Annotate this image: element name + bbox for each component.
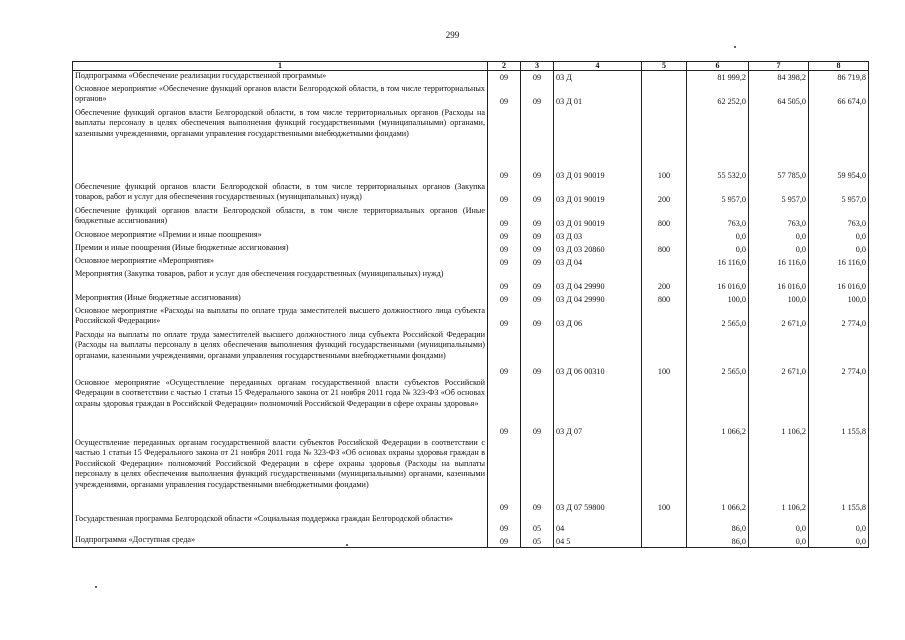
row-description: Обеспечение функций органов власти Белгородской области, в том числе территориальных органов (Иные бюджетные ассигнования): [73, 206, 488, 230]
row-amount-year-2: 84 398,2: [749, 71, 809, 84]
header-col-6: 6: [687, 62, 749, 71]
row-amount-year-2: 2 671,0: [749, 330, 809, 378]
row-code-subsection: 09: [521, 182, 554, 206]
row-expense-type: 800: [642, 243, 687, 256]
row-amount-year-2: 5 957,0: [749, 182, 809, 206]
header-col-2: 2: [488, 62, 521, 71]
row-code-subsection: 09: [521, 71, 554, 84]
row-expense-type: 100: [642, 438, 687, 514]
row-amount-year-3: 16 116,0: [809, 256, 869, 269]
row-description: Государственная программа Белгородской области «Социальная поддержка граждан Белгородской области»: [73, 514, 488, 535]
row-code-section: 09: [488, 206, 521, 230]
row-amount-year-3: 0,0: [809, 230, 869, 243]
row-amount-year-1: 763,0: [687, 206, 749, 230]
row-amount-year-2: 100,0: [749, 293, 809, 306]
row-amount-year-2: 57 785,0: [749, 108, 809, 182]
table-row: [73, 514, 869, 535]
row-expense-type: [642, 535, 687, 548]
row-expense-type: 200: [642, 269, 687, 293]
row-description: Подпрограмма «Доступная среда»: [73, 535, 488, 548]
scan-speck: [734, 46, 736, 48]
row-code-subsection: 09: [521, 438, 554, 514]
scan-speck: [346, 544, 348, 546]
row-target-article: 03 Д 01 90019: [554, 108, 642, 182]
row-description: Расходы на выплаты по оплате труда заместителей высшего должностного лица субъекта Российской Федерации (Расходы на выплаты персоналу в целях обеспечения выполнения функций государственными (муниципальными) органами, казенными учреждениями, органами управления государственными внебюджетными фондами): [73, 330, 488, 378]
row-amount-year-1: 86,0: [687, 535, 749, 548]
row-amount-year-2: 64 505,0: [749, 84, 809, 108]
row-code-subsection: 09: [521, 330, 554, 378]
row-amount-year-2: 1 106,2: [749, 378, 809, 438]
row-target-article: 03 Д 04: [554, 256, 642, 269]
table-row: [73, 84, 869, 108]
header-col-5: 5: [642, 62, 687, 71]
row-code-section: 09: [488, 243, 521, 256]
row-target-article: 03 Д 07 59800: [554, 438, 642, 514]
row-description: Обеспечение функций органов власти Белгородской области, в том числе территориальных органов (Расходы на выплаты персоналу в целях обеспечения выполнения функций государственными (муниципальными) органами, казенными учреждениями, органами управления государственными внебюджетными фондами): [73, 108, 488, 182]
row-amount-year-3: 1 155,8: [809, 438, 869, 514]
row-amount-year-3: 59 954,0: [809, 108, 869, 182]
row-code-subsection: 09: [521, 269, 554, 293]
row-expense-type: 800: [642, 293, 687, 306]
row-target-article: 03 Д 01 90019: [554, 206, 642, 230]
row-target-article: 03 Д 03: [554, 230, 642, 243]
row-expense-type: 100: [642, 108, 687, 182]
row-code-section: 09: [488, 269, 521, 293]
row-expense-type: [642, 256, 687, 269]
row-amount-year-2: 0,0: [749, 230, 809, 243]
row-description: Основное мероприятие «Расходы на выплаты по оплате труда заместителей высшего должностного лица субъекта Российской Федерации»: [73, 306, 488, 330]
row-code-subsection: 05: [521, 535, 554, 548]
row-target-article: 03 Д 06: [554, 306, 642, 330]
row-target-article: 03 Д 04 29990: [554, 269, 642, 293]
header-col-1: 1: [73, 62, 488, 71]
row-amount-year-1: 1 066,2: [687, 438, 749, 514]
row-amount-year-1: 62 252,0: [687, 84, 749, 108]
header-col-8: 8: [809, 62, 869, 71]
table-row: [73, 206, 869, 230]
row-code-subsection: 09: [521, 206, 554, 230]
table-row: [73, 230, 869, 243]
row-amount-year-1: 2 565,0: [687, 306, 749, 330]
row-target-article: 03 Д 01: [554, 84, 642, 108]
row-description: Подпрограмма «Обеспечение реализации государственной программы»: [73, 71, 488, 84]
row-amount-year-1: 55 532,0: [687, 108, 749, 182]
row-description: Основное мероприятие «Мероприятия»: [73, 256, 488, 269]
row-amount-year-3: 0,0: [809, 535, 869, 548]
row-description: Основное мероприятие «Осуществление переданных органам государственной власти субъектов Российской Федерации в соответствии с частью 1 статьи 15 Федерального закона от 21 ноября 2011 года № 323-ФЗ «Об основах охраны здоровья граждан в Российской Федерации» полномочий Российской Федерации в сфере охраны здоровья»: [73, 378, 488, 438]
row-description: Мероприятия (Иные бюджетные ассигнования): [73, 293, 488, 306]
row-target-article: 03 Д 03 20860: [554, 243, 642, 256]
table-row: [73, 330, 869, 378]
row-amount-year-1: 81 999,2: [687, 71, 749, 84]
row-target-article: 04 5: [554, 535, 642, 548]
row-code-section: 09: [488, 378, 521, 438]
row-amount-year-2: 0,0: [749, 535, 809, 548]
row-code-section: 09: [488, 293, 521, 306]
row-code-section: 09: [488, 330, 521, 378]
table-row: [73, 71, 869, 84]
table-row: [73, 269, 869, 293]
row-description: Основное мероприятие «Обеспечение функций органов власти Белгородской области, в том числе территориальных органов»: [73, 84, 488, 108]
table-row: [73, 108, 869, 182]
row-expense-type: 200: [642, 182, 687, 206]
row-code-subsection: 09: [521, 84, 554, 108]
row-amount-year-1: 16 116,0: [687, 256, 749, 269]
row-amount-year-2: 0,0: [749, 514, 809, 535]
row-expense-type: [642, 514, 687, 535]
row-code-section: 09: [488, 182, 521, 206]
row-amount-year-1: 5 957,0: [687, 182, 749, 206]
table-row: [73, 438, 869, 514]
row-amount-year-1: 2 565,0: [687, 330, 749, 378]
header-row: [73, 62, 869, 71]
row-amount-year-1: 0,0: [687, 230, 749, 243]
row-target-article: 03 Д 06 00310: [554, 330, 642, 378]
row-code-subsection: 09: [521, 108, 554, 182]
row-code-section: 09: [488, 535, 521, 548]
row-amount-year-3: 2 774,0: [809, 306, 869, 330]
row-amount-year-3: 2 774,0: [809, 330, 869, 378]
row-amount-year-3: 16 016,0: [809, 269, 869, 293]
row-amount-year-2: 763,0: [749, 206, 809, 230]
row-amount-year-2: 2 671,0: [749, 306, 809, 330]
row-description: Осуществление переданных органам государственной власти субъектов Российской Федерации в соответствии с частью 1 статьи 15 Федерального закона от 21 ноября 2011 года № 323-ФЗ «Об основах охраны здоровья граждан в Российской Федерации» полномочий Российской Федерации в сфере охраны здоровья (Расходы на выплаты персоналу в целях обеспечения выполнения функций государственными (муниципальными) органами, казенными учреждениями, органами управления государственными внебюджетными фондами): [73, 438, 488, 514]
table-row: [73, 306, 869, 330]
row-amount-year-3: 1 155,8: [809, 378, 869, 438]
row-code-section: 09: [488, 256, 521, 269]
row-amount-year-2: 0,0: [749, 243, 809, 256]
row-amount-year-3: 100,0: [809, 293, 869, 306]
row-amount-year-1: 1 066,2: [687, 378, 749, 438]
row-code-subsection: 09: [521, 378, 554, 438]
row-expense-type: 100: [642, 330, 687, 378]
row-expense-type: [642, 378, 687, 438]
row-target-article: 03 Д: [554, 71, 642, 84]
row-amount-year-3: 86 719,8: [809, 71, 869, 84]
row-expense-type: [642, 230, 687, 243]
row-code-section: 09: [488, 306, 521, 330]
table-row: [73, 535, 869, 548]
table-body: [73, 71, 869, 548]
row-code-section: 09: [488, 108, 521, 182]
table-row: [73, 243, 869, 256]
row-target-article: 03 Д 07: [554, 378, 642, 438]
row-description: Обеспечение функций органов власти Белгородской области, в том числе территориальных органов (Закупка товаров, работ и услуг для обеспечения государственных (муниципальных) нужд): [73, 182, 488, 206]
row-amount-year-1: 16 016,0: [687, 269, 749, 293]
row-code-subsection: 09: [521, 243, 554, 256]
row-target-article: 03 Д 04 29990: [554, 293, 642, 306]
header-col-3: 3: [521, 62, 554, 71]
row-expense-type: [642, 84, 687, 108]
row-amount-year-2: 16 016,0: [749, 269, 809, 293]
row-amount-year-3: 0,0: [809, 514, 869, 535]
header-col-4: 4: [554, 62, 642, 71]
header-col-7: 7: [749, 62, 809, 71]
row-code-subsection: 09: [521, 256, 554, 269]
row-code-section: 09: [488, 514, 521, 535]
row-amount-year-2: 1 106,2: [749, 438, 809, 514]
row-description: Мероприятия (Закупка товаров, работ и услуг для обеспечения государственных (муниципальных) нужд): [73, 269, 488, 293]
row-code-section: 09: [488, 230, 521, 243]
row-expense-type: [642, 71, 687, 84]
budget-table: [72, 61, 869, 548]
row-amount-year-1: 0,0: [687, 243, 749, 256]
row-amount-year-3: 5 957,0: [809, 182, 869, 206]
row-amount-year-2: 16 116,0: [749, 256, 809, 269]
row-code-section: 09: [488, 438, 521, 514]
row-expense-type: [642, 306, 687, 330]
table-row: [73, 293, 869, 306]
page-number: 299: [445, 30, 460, 40]
row-amount-year-1: 100,0: [687, 293, 749, 306]
row-amount-year-1: 86,0: [687, 514, 749, 535]
row-amount-year-3: 0,0: [809, 243, 869, 256]
row-amount-year-3: 66 674,0: [809, 84, 869, 108]
row-code-section: 09: [488, 71, 521, 84]
row-code-subsection: 05: [521, 514, 554, 535]
row-target-article: 03 Д 01 90019: [554, 182, 642, 206]
row-target-article: 04: [554, 514, 642, 535]
table-row: [73, 256, 869, 269]
row-description: Премии и иные поощрения (Иные бюджетные ассигнования): [73, 243, 488, 256]
row-description: Основное мероприятие «Премии и иные поощрения»: [73, 230, 488, 243]
row-code-section: 09: [488, 84, 521, 108]
table-row: [73, 378, 869, 438]
table-row: [73, 182, 869, 206]
row-code-subsection: 09: [521, 230, 554, 243]
scan-speck: [95, 586, 97, 588]
row-expense-type: 800: [642, 206, 687, 230]
row-amount-year-3: 763,0: [809, 206, 869, 230]
row-code-subsection: 09: [521, 293, 554, 306]
row-code-subsection: 09: [521, 306, 554, 330]
